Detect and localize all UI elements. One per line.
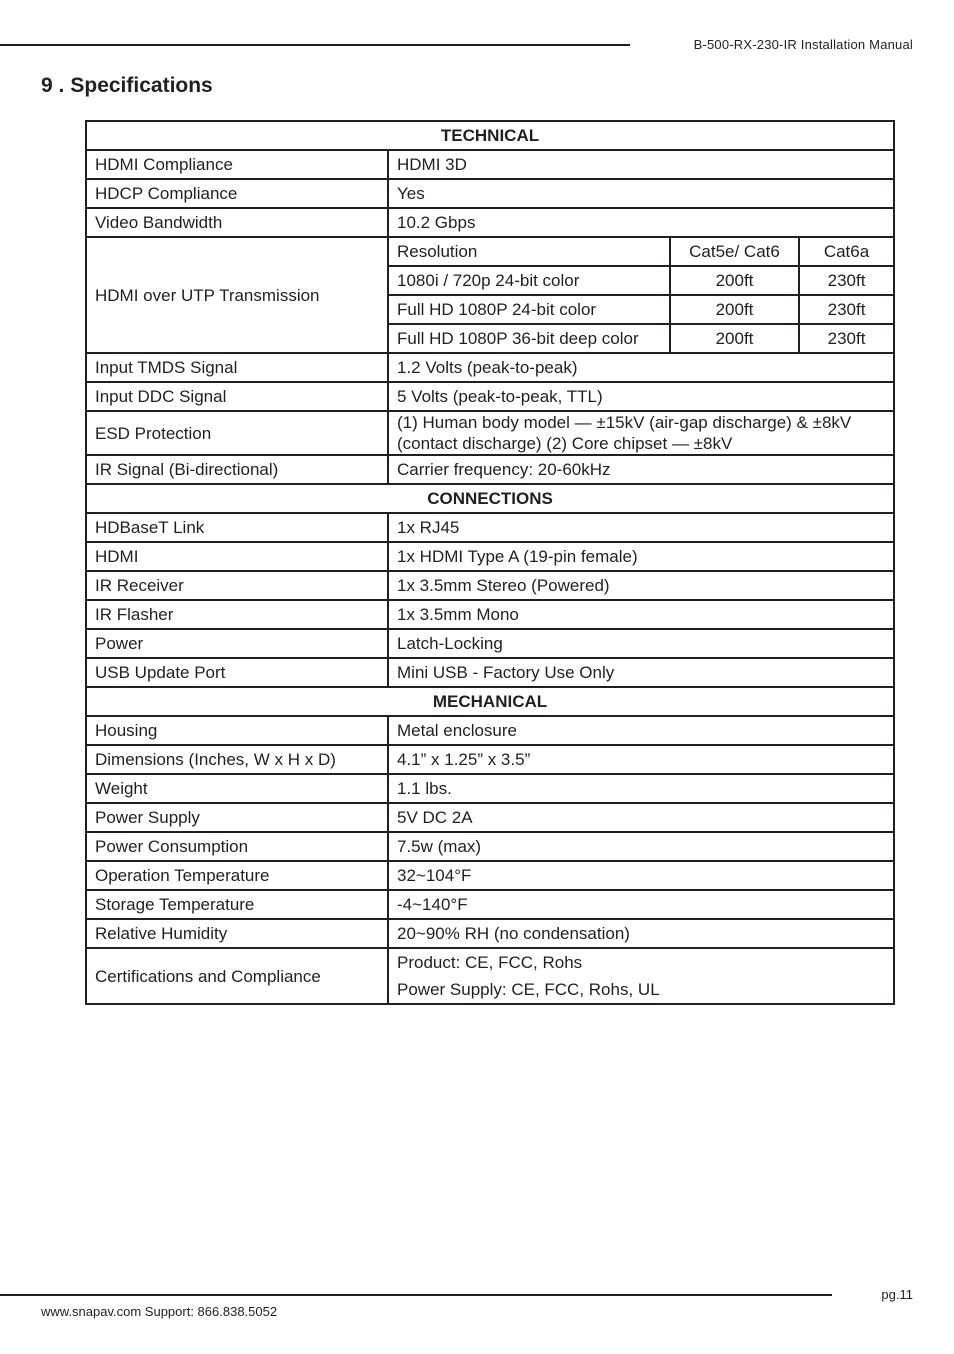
spec-value: Carrier frequency: 20-60kHz — [388, 455, 894, 484]
spec-value: Yes — [388, 179, 894, 208]
resolution-cell: Full HD 1080P 36-bit deep color — [388, 324, 670, 353]
distance-cell: 200ft — [670, 324, 799, 353]
spec-label: HDMI — [86, 542, 388, 571]
spec-value: 7.5w (max) — [388, 832, 894, 861]
spec-label: IR Flasher — [86, 600, 388, 629]
spec-label: Input DDC Signal — [86, 382, 388, 411]
spec-label: Relative Humidity — [86, 919, 388, 948]
spec-value: HDMI 3D — [388, 150, 894, 179]
spec-label: Weight — [86, 774, 388, 803]
spec-label: USB Update Port — [86, 658, 388, 687]
table-row — [86, 237, 894, 266]
spec-value: Latch-Locking — [388, 629, 894, 658]
distance-cell: 230ft — [799, 295, 894, 324]
spec-value: 32~104°F — [388, 861, 894, 890]
table-row — [86, 513, 894, 542]
spec-value: 1x 3.5mm Stereo (Powered) — [388, 571, 894, 600]
resolution-cell: Full HD 1080P 24-bit color — [388, 295, 670, 324]
specifications-table — [85, 120, 895, 1005]
table-row — [86, 803, 894, 832]
table-row — [86, 890, 894, 919]
spec-value: Metal enclosure — [388, 716, 894, 745]
spec-label: Operation Temperature — [86, 861, 388, 890]
table-row — [86, 600, 894, 629]
footer-rule — [0, 1294, 832, 1296]
spec-value: -4~140°F — [388, 890, 894, 919]
table-row — [86, 353, 894, 382]
spec-label: HDBaseT Link — [86, 513, 388, 542]
table-row — [86, 658, 894, 687]
table-row — [86, 745, 894, 774]
subtable-header-cat6a: Cat6a — [799, 237, 894, 266]
spec-value: (1) Human body model — ±15kV (air-gap discharge) & ±8kV (contact discharge) (2) Core chipset — ±8kV — [388, 411, 894, 455]
table-row — [86, 179, 894, 208]
spec-label: ESD Protection — [86, 411, 388, 455]
spec-label: HDMI Compliance — [86, 150, 388, 179]
section-heading — [41, 74, 213, 98]
spec-value: 1.1 lbs. — [388, 774, 894, 803]
spec-label: HDCP Compliance — [86, 179, 388, 208]
table-row — [86, 832, 894, 861]
section-title: Specifications — [70, 74, 213, 97]
spec-label: Input TMDS Signal — [86, 353, 388, 382]
spec-label: Power — [86, 629, 388, 658]
table-row — [86, 861, 894, 890]
spec-label: Housing — [86, 716, 388, 745]
certification-line: Product: CE, FCC, Rohs — [397, 953, 583, 972]
spec-value: 1x RJ45 — [388, 513, 894, 542]
section-number: 9 . — [41, 74, 65, 97]
spec-label: Power Consumption — [86, 832, 388, 861]
spec-label: IR Receiver — [86, 571, 388, 600]
table-row — [86, 208, 894, 237]
spec-value: 5V DC 2A — [388, 803, 894, 832]
table-row — [86, 542, 894, 571]
spec-value: 1.2 Volts (peak-to-peak) — [388, 353, 894, 382]
table-row — [86, 919, 894, 948]
resolution-cell: 1080i / 720p 24-bit color — [388, 266, 670, 295]
subtable-header-resolution: Resolution — [388, 237, 670, 266]
document-title: B-500-RX-230-IR Installation Manual — [693, 37, 913, 52]
spec-value: 5 Volts (peak-to-peak, TTL) — [388, 382, 894, 411]
table-row — [86, 121, 894, 150]
spec-value: 20~90% RH (no condensation) — [388, 919, 894, 948]
spec-label: IR Signal (Bi-directional) — [86, 455, 388, 484]
section-header-connections: CONNECTIONS — [86, 484, 894, 513]
distance-cell: 230ft — [799, 324, 894, 353]
table-row — [86, 455, 894, 484]
spec-label: Certifications and Compliance — [86, 948, 388, 1004]
table-row — [86, 484, 894, 513]
subtable-header-cat5e-cat6: Cat5e/ Cat6 — [670, 237, 799, 266]
table-row — [86, 150, 894, 179]
distance-cell: 230ft — [799, 266, 894, 295]
distance-cell: 200ft — [670, 295, 799, 324]
table-row — [86, 716, 894, 745]
spec-label: HDMI over UTP Transmission — [86, 237, 388, 353]
spec-value: 1x 3.5mm Mono — [388, 600, 894, 629]
table-row — [86, 382, 894, 411]
distance-cell: 200ft — [670, 266, 799, 295]
table-row — [86, 629, 894, 658]
section-header-mechanical: MECHANICAL — [86, 687, 894, 716]
spec-label: Video Bandwidth — [86, 208, 388, 237]
page-number: pg.11 — [881, 1287, 913, 1302]
spec-label: Dimensions (Inches, W x H x D) — [86, 745, 388, 774]
spec-label: Power Supply — [86, 803, 388, 832]
spec-value — [388, 948, 894, 1004]
certification-line: Power Supply: CE, FCC, Rohs, UL — [397, 980, 660, 999]
table-row — [86, 571, 894, 600]
spec-value: 4.1” x 1.25” x 3.5” — [388, 745, 894, 774]
spec-value: Mini USB - Factory Use Only — [388, 658, 894, 687]
table-row — [86, 948, 894, 1004]
spec-value: 1x HDMI Type A (19-pin female) — [388, 542, 894, 571]
table-row — [86, 774, 894, 803]
footer-contact: www.snapav.com Support: 866.838.5052 — [41, 1304, 278, 1319]
spec-value: 10.2 Gbps — [388, 208, 894, 237]
section-header-technical: TECHNICAL — [86, 121, 894, 150]
table-row — [86, 687, 894, 716]
spec-label: Storage Temperature — [86, 890, 388, 919]
header-rule — [0, 44, 630, 46]
table-row — [86, 411, 894, 455]
